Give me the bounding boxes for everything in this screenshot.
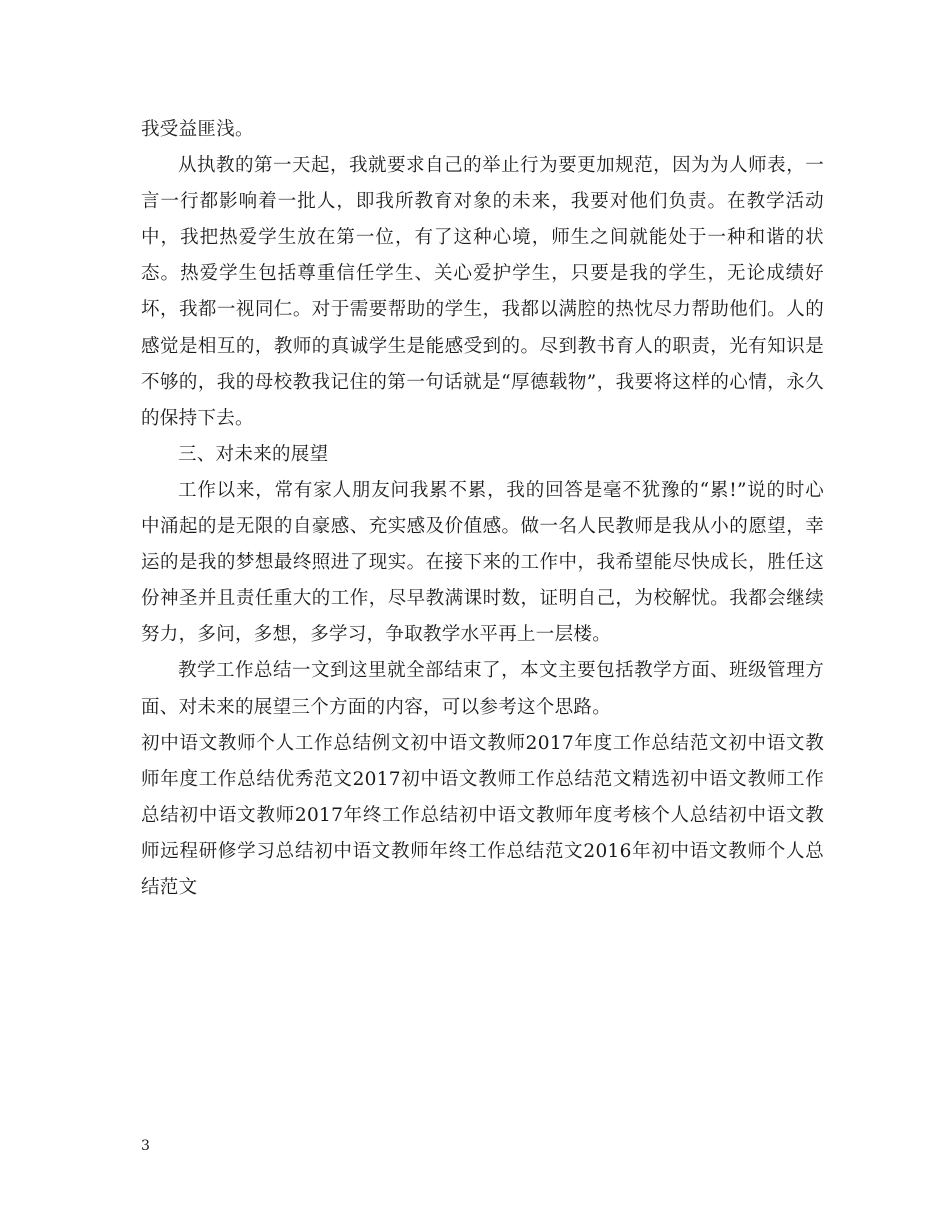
paragraph-continuation: 我受益匪浅。 xyxy=(141,119,254,140)
paragraph-teacher-conduct: 从执教的第一天起，我就要求自己的举止行为要更加规范，因为为人师表，一言一行都影响着一批人，即我所教育对象的未来，我要对他们负责。在教学活动中，我把热爱学生放在第一位，有了这种心境，师生之间就能处于一种和谐的状态。热爱学生包括尊重信任学生、关心爱护学生，只要是我的学生，无论成绩好坏，我都一视同仁。对于需要帮助的学生，我都以满腔的热忱尽力帮助他们。人的感觉是相互的，教师的真诚学生是能感受到的。尽到教书育人的职责，光有知识是不够的，我的母校教我记住的第一句话就是“厚德载物”，我要将这样的心情，永久的保持下去。 xyxy=(141,155,824,429)
paragraph-conclusion: 教学工作总结一文到这里就全部结束了，本文主要包括教学方面、班级管理方面、对未来的展望三个方面的内容，可以参考这个思路。 xyxy=(141,660,824,718)
page-number: 3 xyxy=(141,1138,150,1154)
section-heading-future-outlook: 三、对未来的展望 xyxy=(178,443,329,465)
document-body xyxy=(141,112,824,906)
paragraph-future-outlook: 工作以来，常有家人朋友问我累不累，我的回答是毫不犹豫的“累!”说的时心中涌起的是无限的自豪感、充实感及价值感。做一名人民教师是我从小的愿望，幸运的是我的梦想最终照进了现实。在接下来的工作中，我希望能尽快成长，胜任这份神圣并且责任重大的工作，尽早教满课时数，证明自己，为校解忧。我都会继续努力，多问，多想，多学习，争取教学水平再上一层楼。 xyxy=(141,479,824,646)
related-articles-text: 初中语文教师个人工作总结例文初中语文教师2017年度工作总结范文初中语文教师年度工作总结优秀范文2017初中语文教师工作总结范文精选初中语文教师工作总结初中语文教师2017年终工作总结初中语文教师年度考核个人总结初中语文教师远程研修学习总结初中语文教师年终工作总结范文2016年初中语文教师个人总结范文 xyxy=(141,732,824,898)
